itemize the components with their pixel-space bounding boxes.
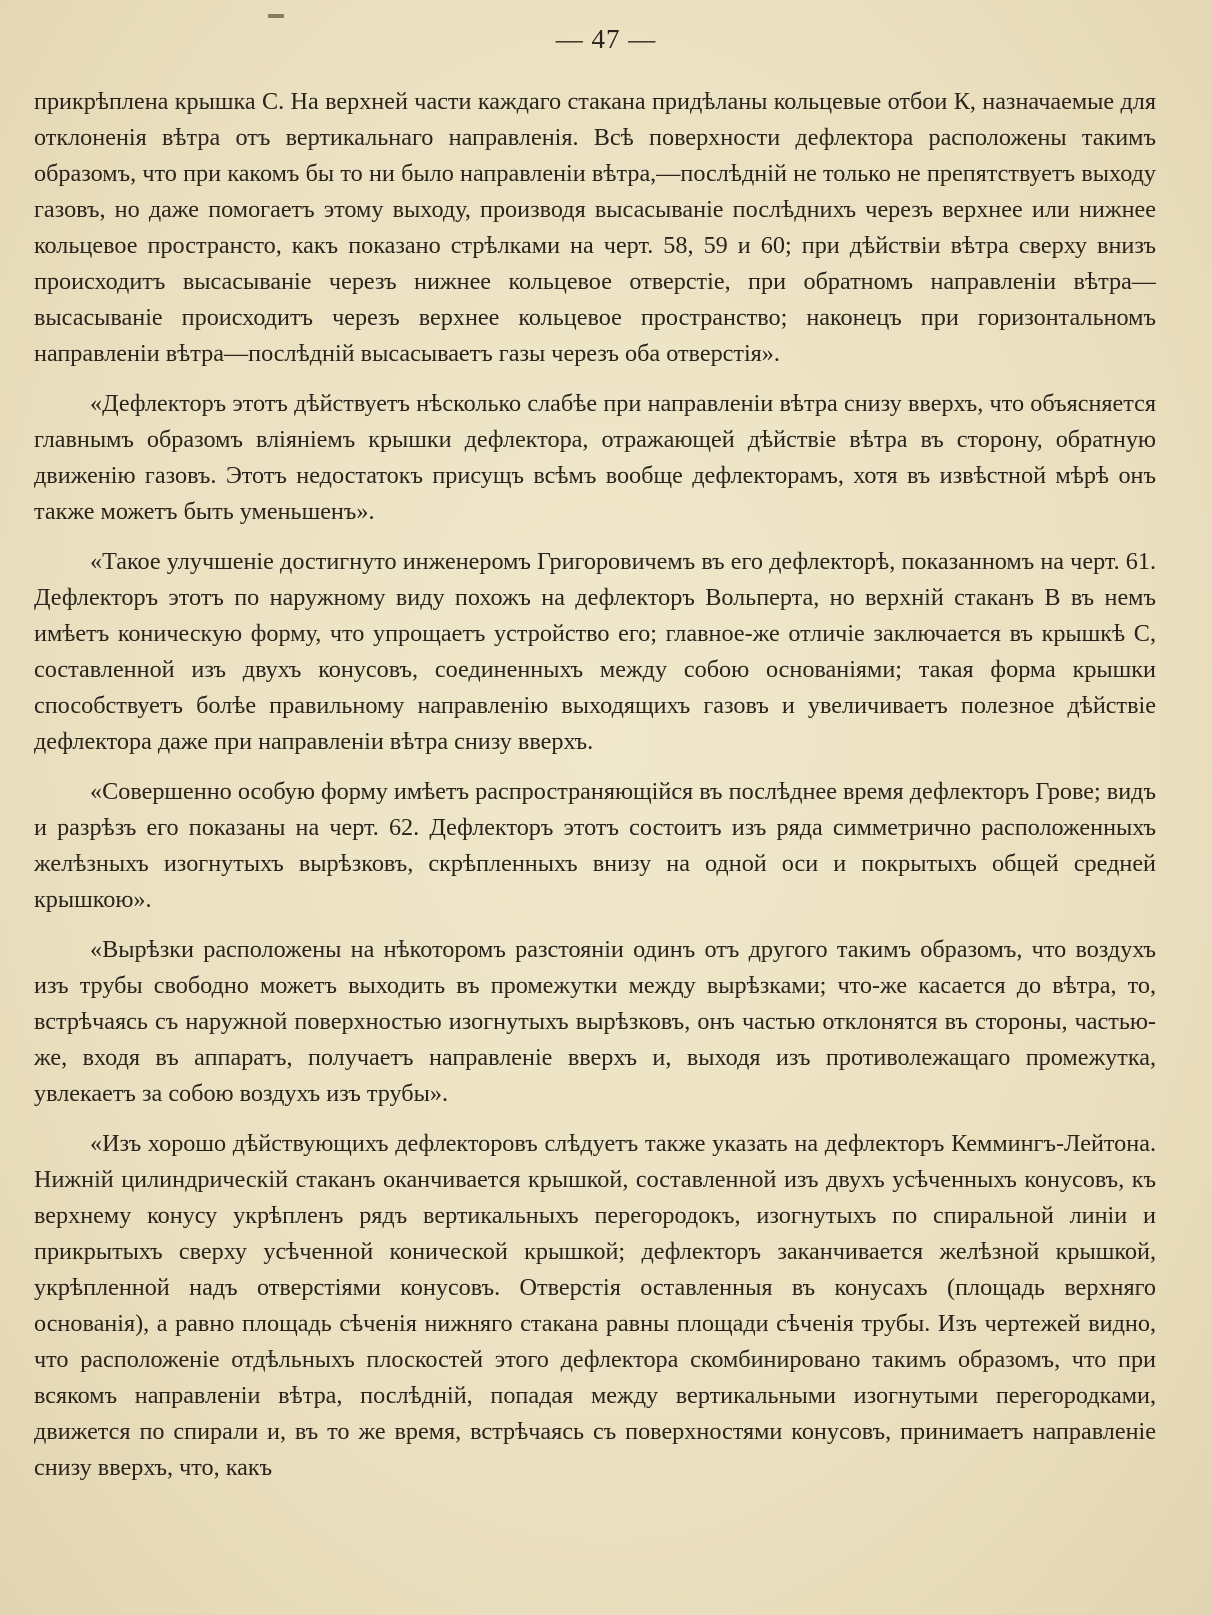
paragraph: «Изъ хорошо дѣйствующихъ дефлекторовъ слѣдуетъ также указать на дефлекторъ Кеммингъ-Лейтона. Нижній цилиндрическій стаканъ оканчивается крышкой, составленной изъ двухъ усѣченныхъ конусовъ, къ верхнему конусу укрѣпленъ рядъ вертикальныхъ перегородокъ, изогнутыхъ по спиральной линіи и прикрытыхъ сверху усѣченной конической крышкой; дефлекторъ заканчивается желѣзной крышкой, укрѣпленной надъ отверстіями конусовъ. Отверстія оставленныя въ конусахъ (площадь верхняго основанія), а равно площадь сѣченія нижняго стакана равны площади сѣченія трубы. Изъ чертежей видно, что расположеніе отдѣльныхъ плоскостей этого дефлектора скомбинировано такимъ образомъ, что при всякомъ направленіи вѣтра, послѣдній, попадая между вертикальными изогнутыми перегородками, движется по спирали и, въ то же время, встрѣчаясь съ поверхностями конусовъ, принимаетъ направленіе снизу вверхъ, что, какъ (34, 1130, 1156, 1481)
page-number: — 47 — (555, 24, 657, 54)
paragraph-continuation: прикрѣплена крышка С. На верхней части каждаго стакана придѣланы кольцевые отбои К, назначаемые для отклоненія вѣтра отъ вертикальнаго направленія. Всѣ поверхности дефлектора расположены такимъ образомъ, что при какомъ бы то ни было направленіи вѣтра,—послѣдній не только не препятствуетъ выходу газовъ, но даже помогаетъ этому выходу, производя высасываніе послѣднихъ черезъ верхнее или нижнее кольцевое пространсто, какъ показано стрѣлками на черт. 58, 59 и 60; при дѣйствіи вѣтра сверху внизъ происходитъ высасываніе черезъ нижнее кольцевое отверстіе, при обратномъ направленіи вѣтра—высасываніе происходитъ черезъ верхнее кольцевое пространство; наконецъ при горизонтальномъ направленіи вѣтра—послѣдній высасываетъ газы черезъ оба отверстія». (34, 88, 1156, 367)
paragraph: «Дефлекторъ этотъ дѣйствуетъ нѣсколько слабѣе при направленіи вѣтра снизу вверхъ, что объясняется главнымъ образомъ вліяніемъ крышки дефлектора, отражающей дѣйствіе вѣтра въ сторону, обратную движенію газовъ. Этотъ недостатокъ присущъ всѣмъ вообще дефлекторамъ, хотя въ извѣстной мѣрѣ онъ также можетъ быть уменьшенъ». (34, 390, 1156, 525)
paragraph: «Совершенно особую форму имѣетъ распространяющійся въ послѣднее время дефлекторъ Грове; видъ и разрѣзъ его показаны на черт. 62. Дефлекторъ этотъ состоитъ изъ ряда симметрично расположенныхъ желѣзныхъ изогнутыхъ вырѣзковъ, скрѣпленныхъ внизу на одной оси и покрытыхъ общей средней крышкою». (34, 778, 1156, 913)
page-body (34, 84, 1156, 1500)
paragraph: «Такое улучшеніе достигнуто инженеромъ Григоровичемъ въ его дефлекторѣ, показанномъ на черт. 61. Дефлекторъ этотъ по наружному виду похожъ на дефлекторъ Вольперта, но верхній стаканъ В въ немъ имѣетъ коническую форму, что упрощаетъ устройство его; главное-же отличіе заключается въ крышкѣ С, составленной изъ двухъ конусовъ, соединенныхъ между собою основаніями; такая форма крышки способствуетъ болѣе правильному направленію выходящихъ газовъ и увеличиваетъ полезное дѣйствіе дефлектора даже при направленіи вѣтра снизу вверхъ. (34, 548, 1156, 755)
paragraph: «Вырѣзки расположены на нѣкоторомъ разстояніи одинъ отъ другого такимъ образомъ, что воздухъ изъ трубы свободно можетъ выходить въ промежутки между вырѣзками; что-же касается до вѣтра, то, встрѣчаясь съ наружной поверхностью изогнутыхъ вырѣзковъ, онъ частью отклонятся въ стороны, частью-же, входя въ аппаратъ, получаетъ направленіе вверхъ и, выходя изъ противолежащаго промежутка, увлекаетъ за собою воздухъ изъ трубы». (34, 936, 1156, 1107)
print-mark (268, 14, 284, 18)
